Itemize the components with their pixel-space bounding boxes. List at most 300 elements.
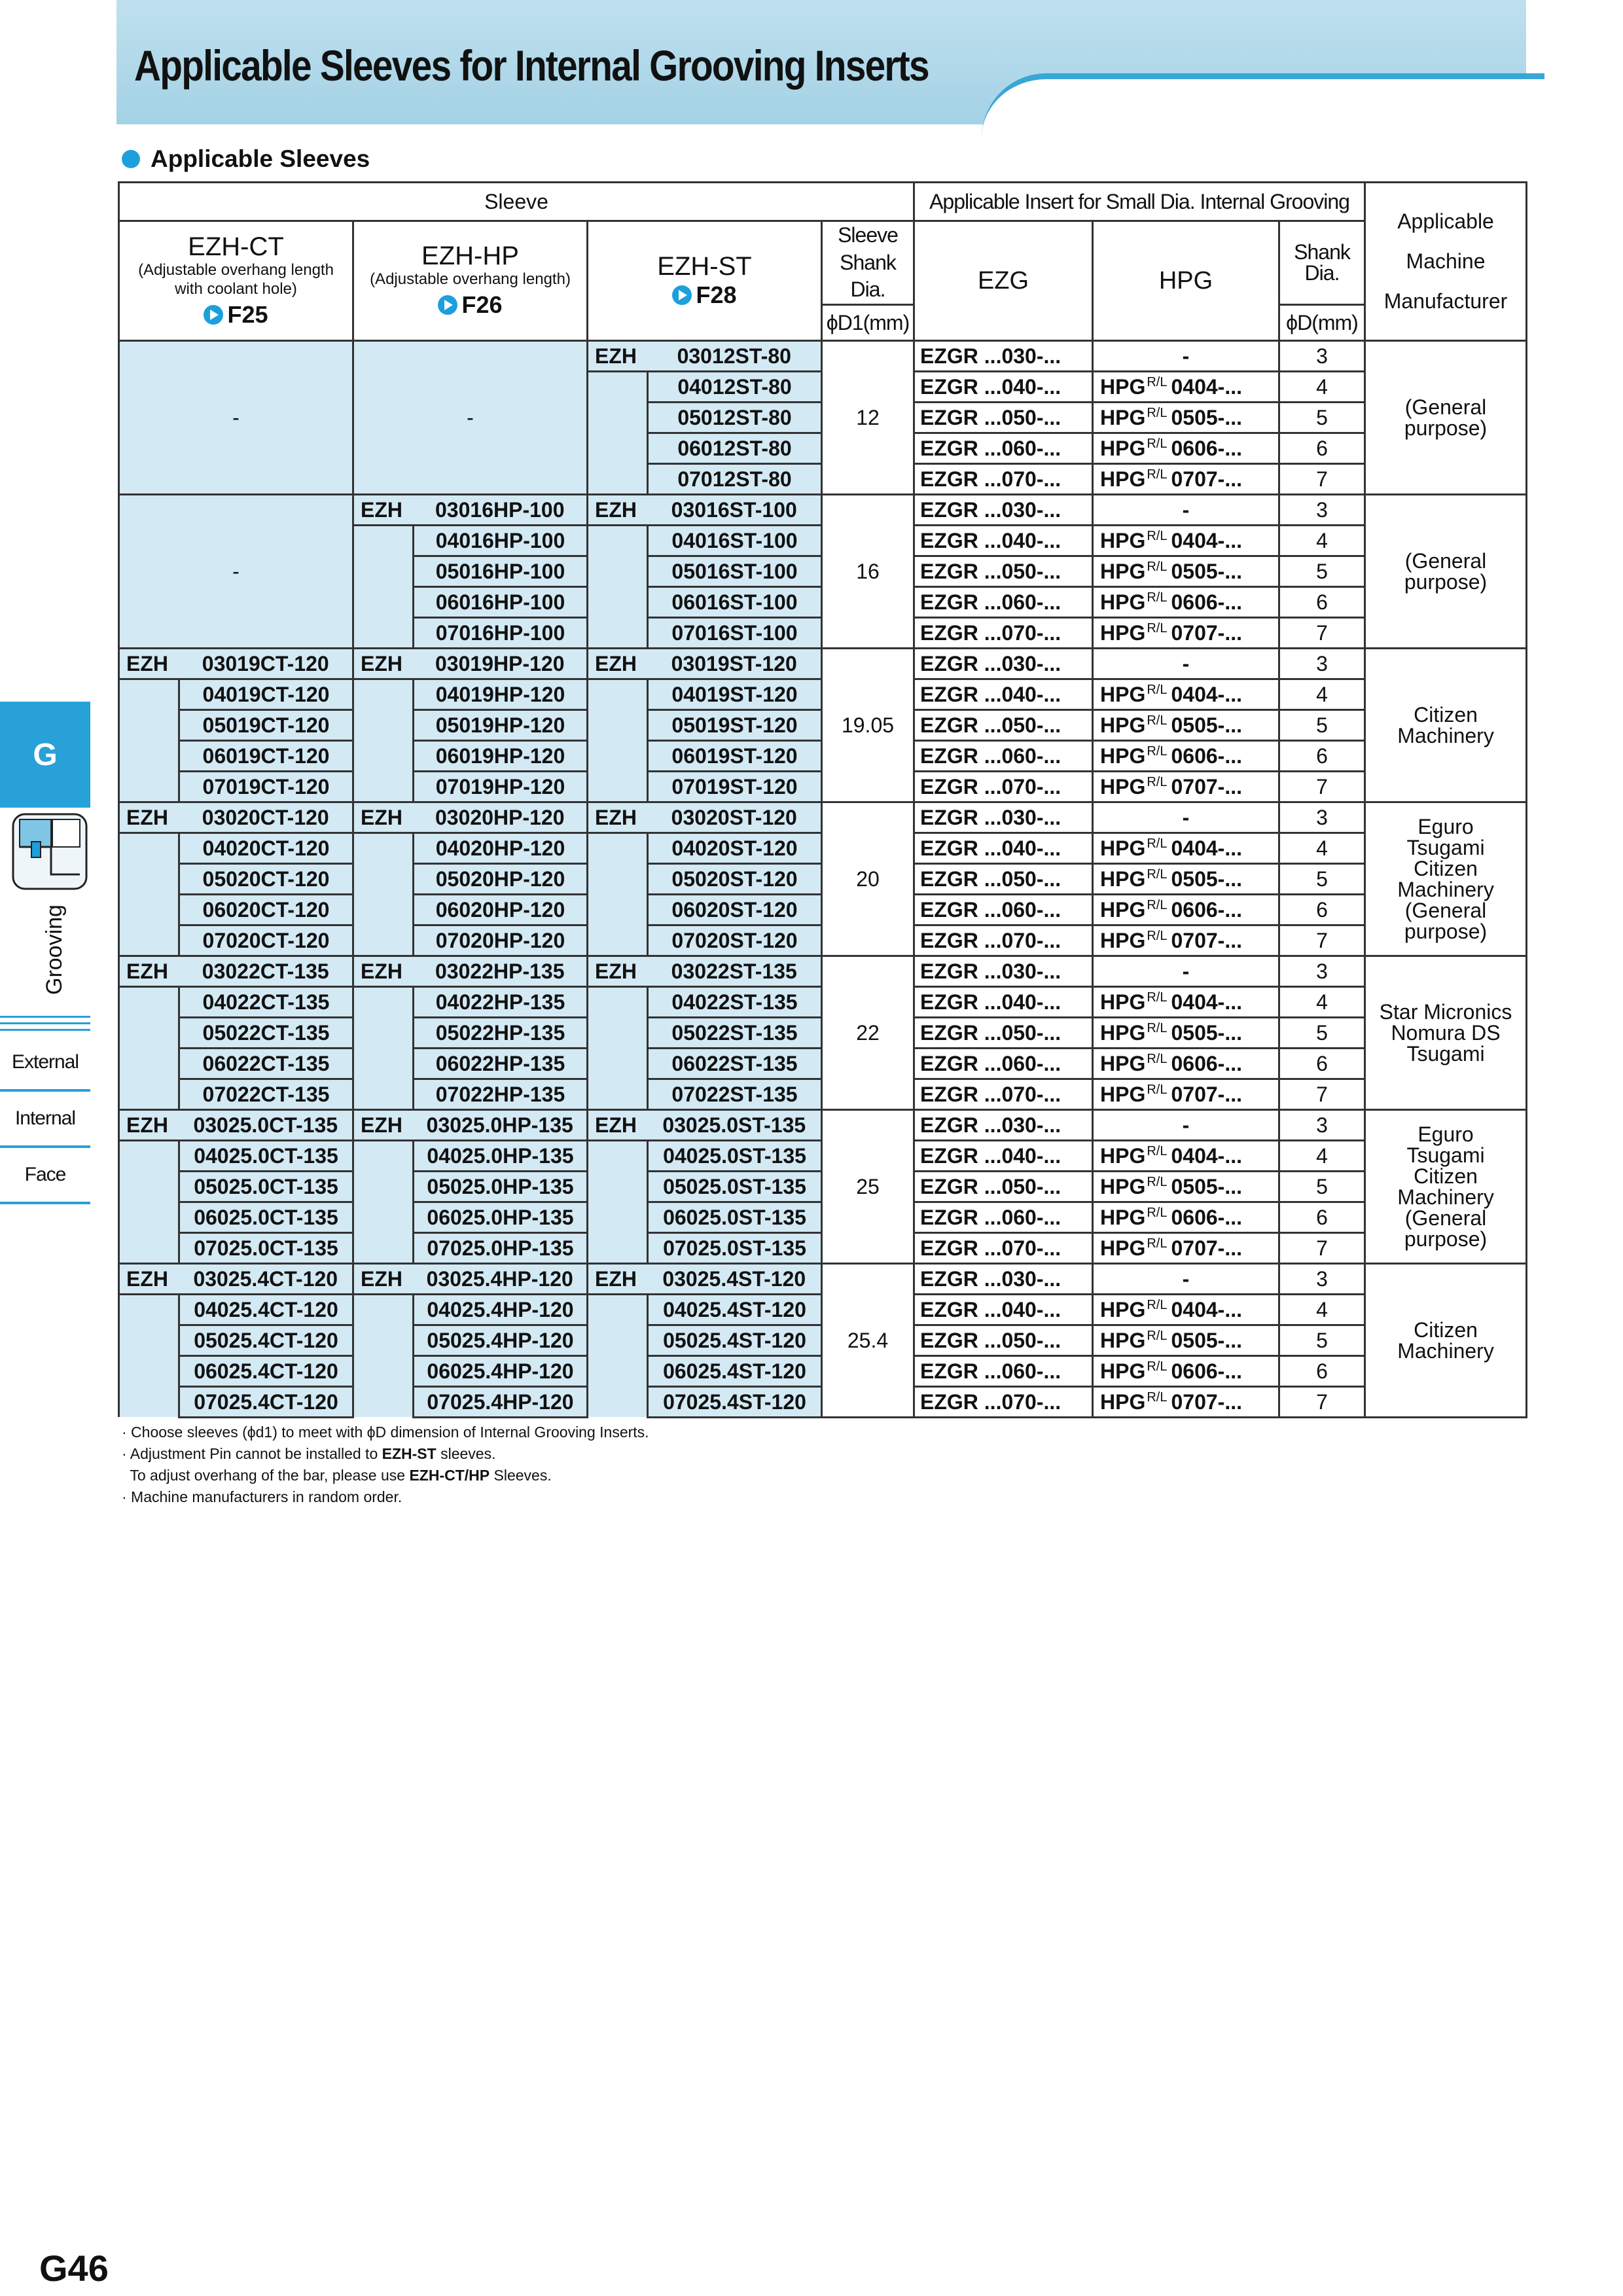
- hpg-rl-mark: R/L: [1147, 713, 1168, 728]
- hpg-r: R: [1147, 467, 1156, 482]
- hpg-prefix: HPG: [1100, 374, 1146, 399]
- blank-prefix-cell: [588, 1171, 648, 1202]
- blank-prefix-cell: [588, 1140, 648, 1171]
- shank-dia: 3: [1279, 1263, 1365, 1294]
- hpg-insert: [1093, 463, 1279, 494]
- manufacturer-name: Eguro: [1418, 814, 1474, 838]
- blank-prefix-cell: [588, 1048, 648, 1079]
- hpg-code: 0404-...: [1171, 528, 1242, 552]
- st-sleeve-code: 06019ST-120: [648, 740, 822, 771]
- hpg-prefix: HPG: [1100, 1359, 1146, 1383]
- ct-sleeve-code: 04019CT-120: [179, 679, 353, 709]
- hpg-prefix: HPG: [1100, 682, 1146, 706]
- st-sleeve-code: 05019ST-120: [648, 709, 822, 740]
- hpg-r: R: [1147, 1082, 1156, 1097]
- hp-sleeve-code: 03016HP-100: [414, 494, 588, 525]
- shank-dia: 5: [1279, 709, 1365, 740]
- hpg-l: L: [1160, 1390, 1168, 1405]
- hp-sleeve-code: 04022HP-135: [414, 986, 588, 1017]
- shank-dia: 6: [1279, 1355, 1365, 1386]
- hpg-prefix: HPG: [1100, 1236, 1146, 1260]
- header-d: ϕD(mm): [1279, 304, 1365, 340]
- hp-sleeve-code: 06025.0HP-135: [414, 1202, 588, 1232]
- hpg-code: 0404-...: [1171, 374, 1242, 399]
- hpg-r: R: [1147, 1297, 1156, 1312]
- hpg-rl-mark: R/L: [1147, 467, 1168, 482]
- tab-face[interactable]: Face: [0, 1148, 90, 1204]
- ezg-insert: EZGR ...060-...: [914, 586, 1093, 617]
- hpg-prefix: HPG: [1100, 1297, 1146, 1321]
- blank-prefix-cell: [588, 1294, 648, 1325]
- hpg-insert: [1093, 1048, 1279, 1079]
- blank-prefix-cell: [119, 1232, 179, 1263]
- hpg-code: 0505-...: [1171, 1020, 1242, 1045]
- hpg-prefix: HPG: [1100, 620, 1146, 645]
- hp-page-link[interactable]: [438, 293, 502, 317]
- hpg-code: 0606-...: [1171, 1205, 1242, 1229]
- blank-prefix-cell: [119, 1355, 179, 1386]
- hpg-prefix: HPG: [1100, 436, 1146, 460]
- ct-sleeve-code: 06020CT-120: [179, 894, 353, 925]
- st-sleeve-code: 07025.4ST-120: [648, 1386, 822, 1417]
- hpg-l: L: [1160, 1236, 1168, 1251]
- hpg-code: 0606-...: [1171, 1359, 1242, 1383]
- hpg-insert: [1093, 1325, 1279, 1355]
- hpg-prefix: HPG: [1100, 713, 1146, 737]
- blank-prefix-cell: [119, 1325, 179, 1355]
- ezg-insert: EZGR ...070-...: [914, 1386, 1093, 1417]
- shank-dia: 3: [1279, 494, 1365, 525]
- blank-prefix-cell: [588, 556, 648, 586]
- hp-sleeve-code: 06022HP-135: [414, 1048, 588, 1079]
- ezg-insert: EZGR ...030-...: [914, 1263, 1093, 1294]
- hpg-insert: [1093, 1355, 1279, 1386]
- note-line: To adjust overhang of the bar, please use EZH-CT/HP Sleeves.: [122, 1467, 552, 1484]
- blank-prefix-cell: [588, 463, 648, 494]
- blank-prefix-cell: [353, 1325, 414, 1355]
- hp-sleeve-code: 07019HP-120: [414, 771, 588, 802]
- manufacturer-name: Eguro: [1418, 1122, 1474, 1146]
- header-hp-name: EZH-HP: [421, 242, 519, 271]
- hpg-l: L: [1160, 990, 1168, 1005]
- header-applicable-insert: Applicable Insert for Small Dia. Internal Grooving: [914, 183, 1365, 221]
- st-sleeve-code: 03020ST-120: [648, 802, 822, 833]
- header-machine-manufacturer: [1365, 183, 1527, 341]
- ezg-insert: EZGR ...050-...: [914, 1171, 1093, 1202]
- ezg-insert: EZGR ...030-...: [914, 1109, 1093, 1140]
- blank-prefix-cell: [588, 1232, 648, 1263]
- st-sleeve-code: 07012ST-80: [648, 463, 822, 494]
- blank-prefix-cell: [353, 1386, 414, 1417]
- blank-prefix-cell: [588, 402, 648, 433]
- st-sleeve-code: 04020ST-120: [648, 833, 822, 863]
- ct-sleeve-code: 07025.0CT-135: [179, 1232, 353, 1263]
- blank-prefix-cell: [588, 1386, 648, 1417]
- hpg-code: 0606-...: [1171, 744, 1242, 768]
- hpg-r: R: [1147, 436, 1156, 451]
- tab-internal[interactable]: Internal: [0, 1092, 90, 1148]
- table-row: [119, 494, 1527, 525]
- hpg-insert: [1093, 771, 1279, 802]
- hpg-insert: -: [1093, 802, 1279, 833]
- hpg-insert: [1093, 1140, 1279, 1171]
- hpg-insert: [1093, 740, 1279, 771]
- ct-sleeve-code: 03019CT-120: [179, 648, 353, 679]
- hpg-prefix: HPG: [1100, 590, 1146, 614]
- page-title: Applicable Sleeves for Internal Grooving Inserts: [134, 41, 929, 90]
- hpg-prefix: HPG: [1100, 744, 1146, 768]
- hp-sleeve-code: 03022HP-135: [414, 956, 588, 986]
- machine-manufacturer: [1365, 802, 1527, 956]
- blank-prefix-cell: [588, 679, 648, 709]
- hpg-prefix: HPG: [1100, 1143, 1146, 1168]
- shank-dia: 4: [1279, 371, 1365, 402]
- ezg-insert: EZGR ...040-...: [914, 371, 1093, 402]
- shank-dia: 4: [1279, 525, 1365, 556]
- shank-dia: 5: [1279, 863, 1365, 894]
- hpg-l: L: [1160, 744, 1168, 759]
- hp-sleeve-code: 07025.0HP-135: [414, 1232, 588, 1263]
- blank-prefix-cell: [119, 894, 179, 925]
- st-sleeve-code: 05025.4ST-120: [648, 1325, 822, 1355]
- hpg-rl-mark: R/L: [1147, 1390, 1168, 1405]
- hpg-prefix: HPG: [1100, 1390, 1146, 1414]
- hpg-r: R: [1147, 1390, 1156, 1405]
- ct-sleeve-code: 03025.4CT-120: [179, 1263, 353, 1294]
- arrow-right-icon: [672, 285, 692, 305]
- blank-prefix-cell: [119, 1017, 179, 1048]
- st-sleeve-code: 04019ST-120: [648, 679, 822, 709]
- hpg-rl-mark: R/L: [1147, 528, 1168, 543]
- hpg-r: R: [1147, 1359, 1156, 1374]
- manufacturer-name: Citizen Machinery: [1397, 702, 1494, 747]
- hpg-code: 0707-...: [1171, 1236, 1242, 1260]
- hpg-code: 0606-...: [1171, 590, 1242, 614]
- shank-dia: 7: [1279, 925, 1365, 956]
- hp-sleeve-code: 04019HP-120: [414, 679, 588, 709]
- ezh-prefix: EZH: [588, 1109, 648, 1140]
- hpg-code: 0707-...: [1171, 774, 1242, 798]
- blank-prefix-cell: [119, 925, 179, 956]
- hpg-rl-mark: R/L: [1147, 620, 1168, 636]
- hpg-rl-mark: R/L: [1147, 867, 1168, 882]
- shank-dia: 6: [1279, 894, 1365, 925]
- hpg-r: R: [1147, 928, 1156, 943]
- blank-prefix-cell: [588, 925, 648, 956]
- manufacturer-name: Citizen Machinery: [1397, 856, 1494, 901]
- header-ezh-ct: [119, 221, 353, 341]
- hpg-insert: -: [1093, 340, 1279, 371]
- hpg-r: R: [1147, 528, 1156, 543]
- hpg-r: R: [1147, 1328, 1156, 1343]
- hpg-r: R: [1147, 559, 1156, 574]
- manufacturer-name: (General purpose): [1404, 548, 1488, 594]
- ezg-insert: EZGR ...050-...: [914, 1325, 1093, 1355]
- blank-prefix-cell: [353, 586, 414, 617]
- shank-dia: 7: [1279, 1232, 1365, 1263]
- hpg-insert: [1093, 679, 1279, 709]
- header-machine-label: Applicable Machine Manufacturer: [1383, 209, 1508, 313]
- hp-sleeve-code: 05020HP-120: [414, 863, 588, 894]
- hpg-insert: -: [1093, 1263, 1279, 1294]
- hpg-r: R: [1147, 1174, 1156, 1189]
- blank-prefix-cell: [353, 709, 414, 740]
- blank-prefix-cell: [353, 740, 414, 771]
- blank-prefix-cell: [353, 1171, 414, 1202]
- ezg-insert: EZGR ...040-...: [914, 525, 1093, 556]
- st-sleeve-code: 07016ST-100: [648, 617, 822, 648]
- ct-sleeve-code: 05022CT-135: [179, 1017, 353, 1048]
- ct-sleeve-code: 07025.4CT-120: [179, 1386, 353, 1417]
- blank-prefix-cell: [119, 709, 179, 740]
- ezg-insert: EZGR ...040-...: [914, 1140, 1093, 1171]
- blank-prefix-cell: [588, 709, 648, 740]
- hpg-insert: [1093, 1079, 1279, 1109]
- hp-sleeve-code: 05016HP-100: [414, 556, 588, 586]
- hpg-code: 0505-...: [1171, 1328, 1242, 1352]
- sleeve-shank-dia: 22: [822, 956, 914, 1109]
- hp-sleeve-code: 03019HP-120: [414, 648, 588, 679]
- ct-sleeve-code: 06019CT-120: [179, 740, 353, 771]
- ezh-prefix: EZH: [119, 802, 179, 833]
- hpg-prefix: HPG: [1100, 867, 1146, 891]
- shank-dia: 4: [1279, 833, 1365, 863]
- hpg-insert: [1093, 556, 1279, 586]
- st-sleeve-code: 04025.0ST-135: [648, 1140, 822, 1171]
- ezg-insert: EZGR ...070-...: [914, 617, 1093, 648]
- ct-sleeve-code: 05020CT-120: [179, 863, 353, 894]
- ezg-insert: EZGR ...070-...: [914, 1079, 1093, 1109]
- bullet-icon: [122, 150, 140, 168]
- ezg-insert: EZGR ...030-...: [914, 340, 1093, 371]
- header-sleeve-shank-dia: [822, 221, 914, 305]
- shank-dia: 5: [1279, 1171, 1365, 1202]
- hpg-code: 0505-...: [1171, 867, 1242, 891]
- hpg-r: R: [1147, 1205, 1156, 1220]
- st-page-link[interactable]: [672, 283, 736, 307]
- hpg-l: L: [1160, 405, 1168, 420]
- blank-prefix-cell: [353, 679, 414, 709]
- blank-prefix-cell: [353, 1232, 414, 1263]
- shank-dia: 7: [1279, 1079, 1365, 1109]
- hpg-l: L: [1160, 682, 1168, 697]
- hpg-prefix: HPG: [1100, 1082, 1146, 1106]
- hpg-code: 0606-...: [1171, 1051, 1242, 1075]
- blank-prefix-cell: [353, 894, 414, 925]
- blank-prefix-cell: [588, 433, 648, 463]
- hpg-insert: -: [1093, 1109, 1279, 1140]
- ezg-insert: EZGR ...070-...: [914, 771, 1093, 802]
- hpg-code: 0404-...: [1171, 1143, 1242, 1168]
- hpg-rl-mark: R/L: [1147, 436, 1168, 451]
- hpg-code: 0707-...: [1171, 1390, 1242, 1414]
- tab-external[interactable]: External: [0, 1035, 90, 1092]
- st-sleeve-code: 07020ST-120: [648, 925, 822, 956]
- ezg-insert: EZGR ...030-...: [914, 648, 1093, 679]
- ezg-insert: EZGR ...040-...: [914, 986, 1093, 1017]
- hpg-l: L: [1160, 1143, 1168, 1158]
- sleeve-table: [118, 181, 1527, 1418]
- blank-prefix-cell: [353, 1202, 414, 1232]
- hpg-rl-mark: R/L: [1147, 774, 1168, 789]
- shank-dia: 6: [1279, 1048, 1365, 1079]
- hp-sleeve-code: 07016HP-100: [414, 617, 588, 648]
- header-d1: ϕD1(mm): [822, 304, 914, 340]
- hpg-rl-mark: R/L: [1147, 1051, 1168, 1066]
- shank-dia: 3: [1279, 648, 1365, 679]
- note-line: · Choose sleeves (ϕd1) to meet with ϕD dimension of Internal Grooving Inserts.: [122, 1424, 649, 1441]
- blank-prefix-cell: [353, 833, 414, 863]
- ezh-prefix: EZH: [353, 1109, 414, 1140]
- ct-sleeve-code: 05019CT-120: [179, 709, 353, 740]
- hp-sleeve-code: 07020HP-120: [414, 925, 588, 956]
- hpg-code: 0707-...: [1171, 1082, 1242, 1106]
- hpg-code: 0606-...: [1171, 436, 1242, 460]
- empty-hp-cell: -: [353, 340, 588, 494]
- hpg-r: R: [1147, 713, 1156, 728]
- blank-prefix-cell: [119, 1171, 179, 1202]
- table-row: [119, 956, 1527, 986]
- hpg-r: R: [1147, 1236, 1156, 1251]
- blank-prefix-cell: [588, 371, 648, 402]
- blank-prefix-cell: [119, 1386, 179, 1417]
- hpg-insert: -: [1093, 956, 1279, 986]
- hpg-rl-mark: R/L: [1147, 1236, 1168, 1251]
- shank-dia: 7: [1279, 1386, 1365, 1417]
- hpg-rl-mark: R/L: [1147, 990, 1168, 1005]
- hpg-l: L: [1160, 1020, 1168, 1035]
- ct-sleeve-code: 07022CT-135: [179, 1079, 353, 1109]
- blank-prefix-cell: [353, 771, 414, 802]
- hpg-insert: [1093, 1386, 1279, 1417]
- hpg-insert: -: [1093, 648, 1279, 679]
- blank-prefix-cell: [588, 894, 648, 925]
- machine-manufacturer: [1365, 340, 1527, 494]
- hp-sleeve-code: 03025.4HP-120: [414, 1263, 588, 1294]
- shank-dia: 4: [1279, 1294, 1365, 1325]
- blank-prefix-cell: [119, 1079, 179, 1109]
- blank-prefix-cell: [588, 617, 648, 648]
- hp-ref-label: F26: [461, 291, 503, 319]
- blank-prefix-cell: [588, 586, 648, 617]
- hpg-code: 0707-...: [1171, 928, 1242, 952]
- manufacturer-name: Tsugami: [1406, 1041, 1485, 1066]
- blank-prefix-cell: [353, 556, 414, 586]
- hpg-insert: [1093, 833, 1279, 863]
- blank-prefix-cell: [353, 925, 414, 956]
- st-sleeve-code: 06020ST-120: [648, 894, 822, 925]
- blank-prefix-cell: [588, 1202, 648, 1232]
- hpg-l: L: [1160, 713, 1168, 728]
- machine-manufacturer: [1365, 1263, 1527, 1417]
- ezg-insert: EZGR ...050-...: [914, 556, 1093, 586]
- blank-prefix-cell: [353, 1079, 414, 1109]
- blank-prefix-cell: [119, 740, 179, 771]
- shank-dia: 5: [1279, 1017, 1365, 1048]
- hp-sleeve-code: 05025.0HP-135: [414, 1171, 588, 1202]
- ezg-insert: EZGR ...040-...: [914, 679, 1093, 709]
- title-banner-curve: [982, 73, 1544, 138]
- empty-ct-cell: -: [119, 340, 353, 494]
- sleeve-shank-dia: 20: [822, 802, 914, 956]
- hpg-code: 0404-...: [1171, 990, 1242, 1014]
- note-bold: EZH-CT/HP: [409, 1467, 490, 1484]
- hpg-rl-mark: R/L: [1147, 559, 1168, 574]
- header-ezg: EZG: [914, 221, 1093, 341]
- shank-dia: 5: [1279, 556, 1365, 586]
- hpg-insert: [1093, 1202, 1279, 1232]
- hpg-l: L: [1160, 1359, 1168, 1374]
- hpg-rl-mark: R/L: [1147, 928, 1168, 943]
- notes: [122, 1422, 649, 1508]
- hpg-r: R: [1147, 1020, 1156, 1035]
- section-title: Applicable Sleeves: [151, 145, 370, 172]
- machine-manufacturer: [1365, 956, 1527, 1109]
- hpg-insert: [1093, 433, 1279, 463]
- hpg-l: L: [1160, 559, 1168, 574]
- st-sleeve-code: 07022ST-135: [648, 1079, 822, 1109]
- ct-sleeve-code: 03025.0CT-135: [179, 1109, 353, 1140]
- header-ct-name: EZH-CT: [188, 232, 284, 262]
- hpg-rl-mark: R/L: [1147, 1020, 1168, 1035]
- st-sleeve-code: 04016ST-100: [648, 525, 822, 556]
- blank-prefix-cell: [353, 617, 414, 648]
- sidebar-lines: [0, 1016, 90, 1035]
- st-sleeve-code: 05016ST-100: [648, 556, 822, 586]
- section-tab-g[interactable]: G: [0, 702, 90, 808]
- machine-manufacturer: [1365, 1109, 1527, 1263]
- blank-prefix-cell: [119, 863, 179, 894]
- shank-dia: 3: [1279, 1109, 1365, 1140]
- ezg-insert: EZGR ...030-...: [914, 956, 1093, 986]
- hpg-l: L: [1160, 774, 1168, 789]
- ct-sleeve-code: 06025.4CT-120: [179, 1355, 353, 1386]
- st-sleeve-code: 05020ST-120: [648, 863, 822, 894]
- hpg-insert: [1093, 1294, 1279, 1325]
- hpg-l: L: [1160, 374, 1168, 389]
- ezg-insert: EZGR ...050-...: [914, 709, 1093, 740]
- hpg-r: R: [1147, 405, 1156, 420]
- blank-prefix-cell: [119, 1048, 179, 1079]
- hpg-code: 0404-...: [1171, 836, 1242, 860]
- sleeve-shank-dia: 25.4: [822, 1263, 914, 1417]
- hpg-rl-mark: R/L: [1147, 590, 1168, 605]
- hpg-prefix: HPG: [1100, 559, 1146, 583]
- hpg-code: 0707-...: [1171, 467, 1242, 491]
- st-sleeve-code: 03019ST-120: [648, 648, 822, 679]
- ct-page-link[interactable]: [204, 300, 268, 328]
- hpg-code: 0505-...: [1171, 559, 1242, 583]
- hpg-rl-mark: R/L: [1147, 682, 1168, 697]
- header-ezh-hp: [353, 221, 588, 341]
- hpg-insert: [1093, 709, 1279, 740]
- note-line: · Adjustment Pin cannot be installed to EZH-ST sleeves.: [122, 1445, 496, 1462]
- ezg-insert: EZGR ...060-...: [914, 1202, 1093, 1232]
- hpg-insert: [1093, 894, 1279, 925]
- st-sleeve-code: 06022ST-135: [648, 1048, 822, 1079]
- blank-prefix-cell: [588, 833, 648, 863]
- st-sleeve-code: 06016ST-100: [648, 586, 822, 617]
- blank-prefix-cell: [588, 1079, 648, 1109]
- hpg-insert: [1093, 402, 1279, 433]
- hp-sleeve-code: 05019HP-120: [414, 709, 588, 740]
- ezh-prefix: EZH: [588, 802, 648, 833]
- hpg-rl-mark: R/L: [1147, 836, 1168, 851]
- hpg-l: L: [1160, 590, 1168, 605]
- hpg-l: L: [1160, 1328, 1168, 1343]
- ezh-prefix: EZH: [588, 648, 648, 679]
- ezh-prefix: EZH: [119, 956, 179, 986]
